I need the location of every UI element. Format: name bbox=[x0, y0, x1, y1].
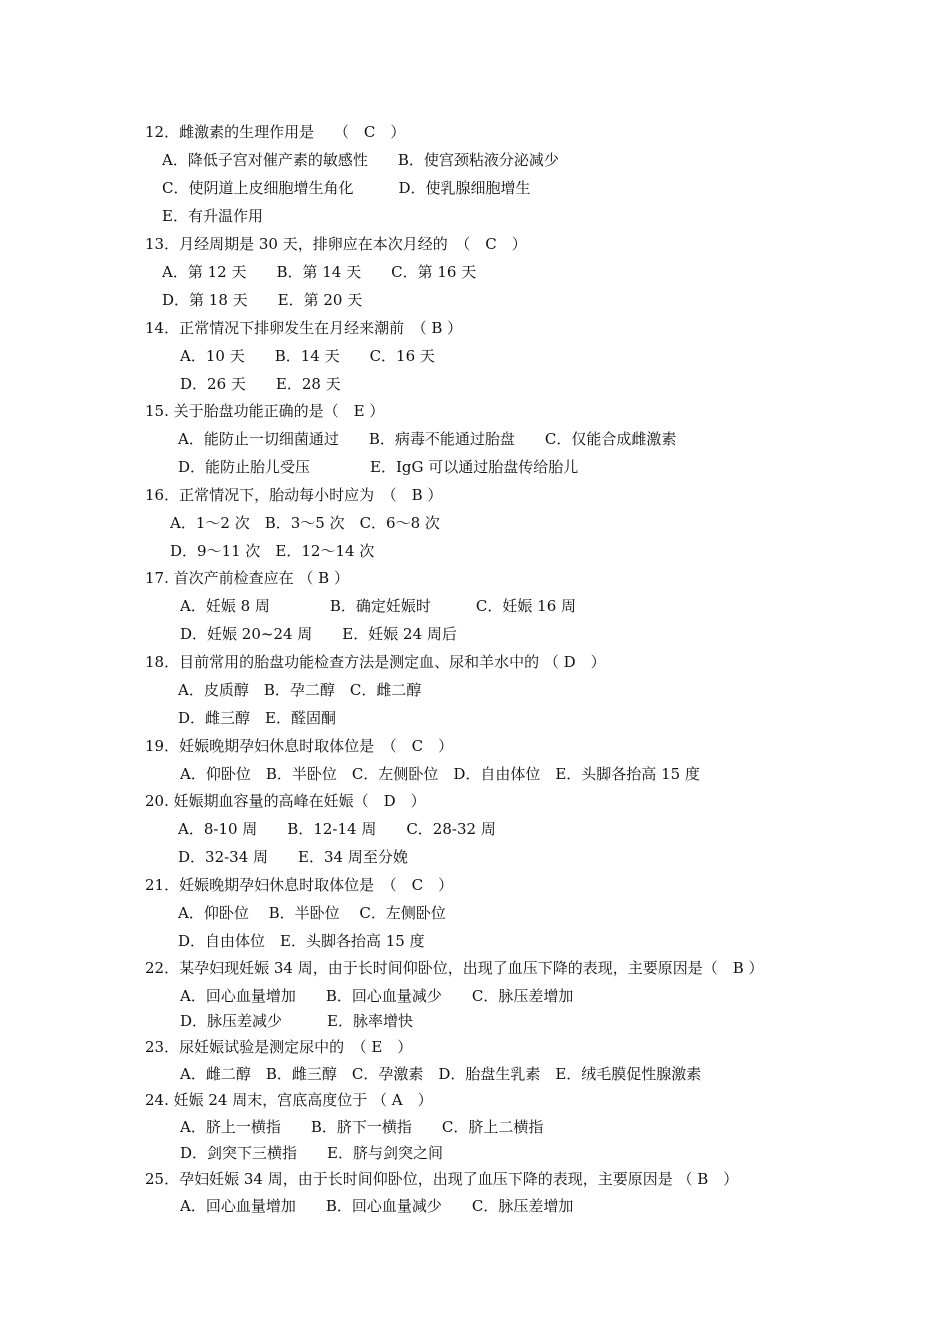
question-14: 14．正常情况下排卵发生在月经来潮前 （ B ） bbox=[145, 319, 463, 337]
q12-options-ab: A．降低子宫对催产素的敏感性 B．使宫颈粘液分泌减少 bbox=[162, 151, 559, 169]
q16-options-abc: A．1～2 次 B．3～5 次 C．6～8 次 bbox=[170, 514, 440, 532]
q22-options-abc: A．回心血量增加 B．回心血量减少 C．脉压差增加 bbox=[180, 987, 574, 1005]
q20-options-de: D．32-34 周 E．34 周至分娩 bbox=[178, 848, 408, 866]
question-24: 24. 妊娠 24 周末，宫底高度位于 （ A ） bbox=[145, 1091, 433, 1109]
q25-options-abc: A．回心血量增加 B．回心血量减少 C．脉压差增加 bbox=[180, 1197, 574, 1215]
question-13: 13．月经周期是 30 天，排卵应在本次月经的 （ C ） bbox=[145, 235, 527, 253]
question-22: 22．某孕妇现妊娠 34 周，由于长时间仰卧位，出现了血压下降的表现，主要原因是（ B ） bbox=[145, 959, 764, 977]
question-20: 20. 妊娠期血容量的高峰在妊娠（ D ） bbox=[145, 792, 426, 810]
question-21: 21．妊娠晚期孕妇休息时取体位是 （ C ） bbox=[145, 876, 454, 894]
q20-options-abc: A．8-10 周 B．12-14 周 C．28-32 周 bbox=[178, 820, 496, 838]
q21-options-abc: A．仰卧位 B．半卧位 C．左侧卧位 bbox=[178, 904, 446, 922]
q13-options-de: D．第 18 天 E．第 20 天 bbox=[162, 291, 363, 309]
q23-options: A．雌二醇 B．雌三醇 C．孕激素 D．胎盘生乳素 E．绒毛膜促性腺激素 bbox=[180, 1065, 702, 1083]
question-12: 12．雌激素的生理作用是 （ C ） bbox=[145, 123, 406, 141]
question-17: 17. 首次产前检查应在 （ B ） bbox=[145, 569, 349, 587]
question-25: 25．孕妇妊娠 34 周，由于长时间仰卧位，出现了血压下降的表现，主要原因是 （ B ） bbox=[145, 1170, 739, 1188]
q21-options-de: D．自由体位 E．头脚各抬高 15 度 bbox=[178, 932, 425, 950]
q14-options-de: D．26 天 E．28 天 bbox=[180, 375, 341, 393]
question-15: 15. 关于胎盘功能正确的是（ E ） bbox=[145, 402, 385, 420]
q15-options-abc: A．能防止一切细菌通过 B．病毒不能通过胎盘 C．仅能合成雌激素 bbox=[178, 430, 677, 448]
q18-options-de: D．雌三醇 E．醛固酮 bbox=[178, 709, 336, 727]
q15-options-de: D．能防止胎儿受压 E．IgG 可以通过胎盘传给胎儿 bbox=[178, 458, 579, 476]
q12-options-cd: C．使阴道上皮细胞增生角化 D．使乳腺细胞增生 bbox=[162, 179, 531, 197]
q17-options-abc: A．妊娠 8 周 B．确定妊娠时 C．妊娠 16 周 bbox=[180, 597, 577, 615]
q13-options-abc: A．第 12 天 B．第 14 天 C．第 16 天 bbox=[162, 263, 477, 281]
question-23: 23．尿妊娠试验是测定尿中的 （ E ） bbox=[145, 1038, 413, 1056]
question-16: 16．正常情况下，胎动每小时应为 （ B ） bbox=[145, 486, 443, 504]
q24-options-abc: A．脐上一横指 B．脐下一横指 C．脐上二横指 bbox=[180, 1118, 544, 1136]
q19-options: A．仰卧位 B．半卧位 C．左侧卧位 D．自由体位 E．头脚各抬高 15 度 bbox=[180, 765, 700, 783]
q18-options-abc: A．皮质醇 B．孕二醇 C．雌二醇 bbox=[178, 681, 422, 699]
q24-options-de: D．剑突下三横指 E．脐与剑突之间 bbox=[180, 1144, 443, 1162]
q14-options-abc: A．10 天 B．14 天 C．16 天 bbox=[180, 347, 435, 365]
question-19: 19．妊娠晚期孕妇休息时取体位是 （ C ） bbox=[145, 737, 454, 755]
question-18: 18．目前常用的胎盘功能检查方法是测定血、尿和羊水中的 （ D ） bbox=[145, 653, 606, 671]
q22-options-de: D．脉压差减少 E．脉率增快 bbox=[180, 1012, 413, 1030]
q17-options-de: D．妊娠 20~24 周 E．妊娠 24 周后 bbox=[180, 625, 457, 643]
q16-options-de: D．9～11 次 E．12～14 次 bbox=[170, 542, 375, 560]
q12-option-e: E．有升温作用 bbox=[162, 207, 263, 225]
